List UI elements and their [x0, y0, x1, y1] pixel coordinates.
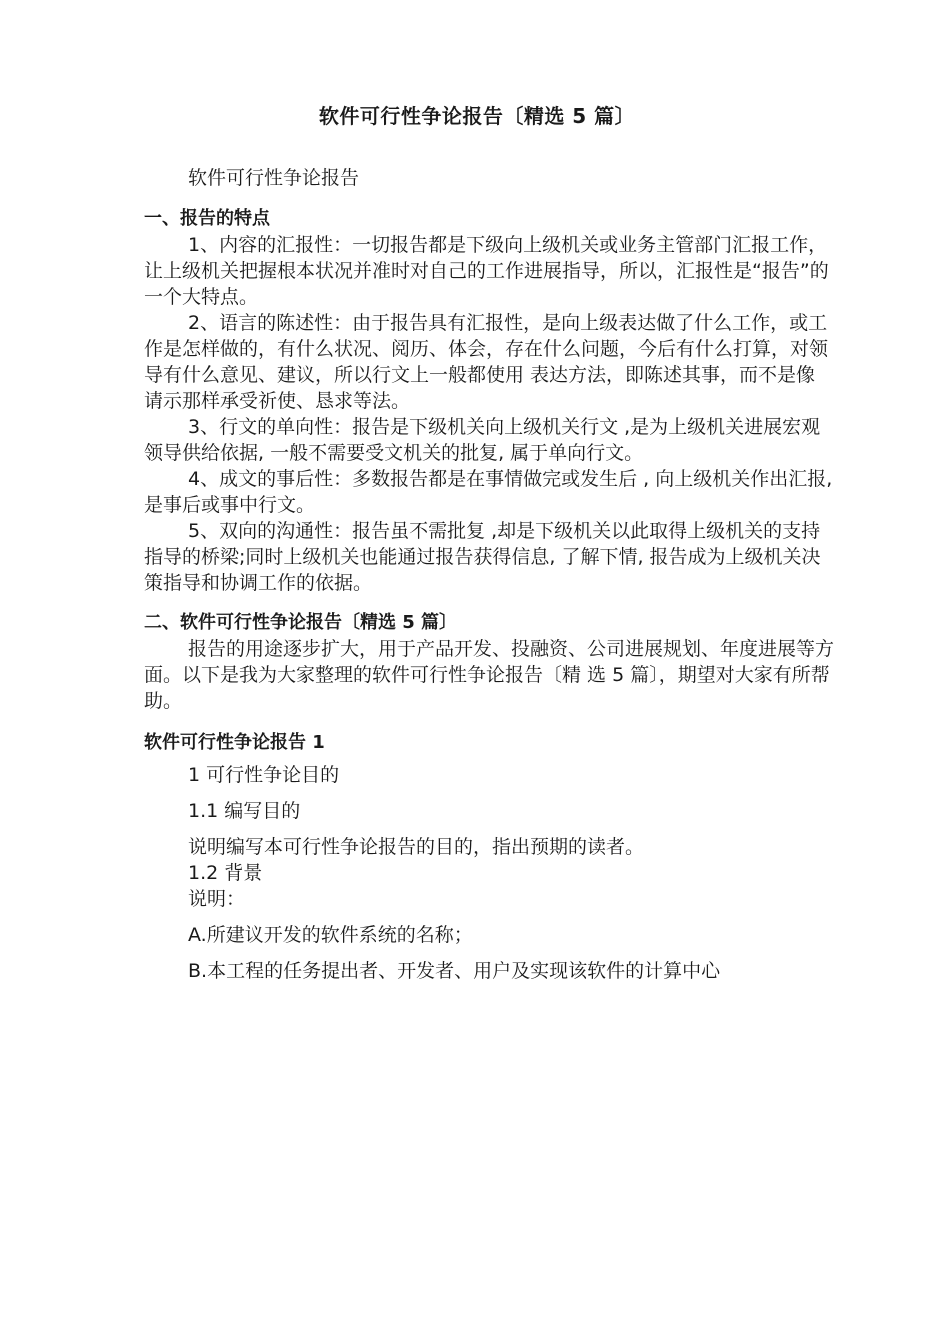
paragraph-feature-4: 4、成文的事后性：多数报告都是在事情做完或发生后 , 向上级机关作出汇报, 是事后或事中行文。	[144, 468, 833, 516]
report-1-heading: 软件可行性争论报告 1	[144, 732, 325, 753]
paragraph-intro: 报告的用途逐步扩大，用于产品开发、投融资、公司进展规划、年度进展等方面。以下是我为大家整理的软件可行性争论报告〔精 选 5 篇〕，期望对大家有所帮助。	[144, 638, 835, 712]
report-item-explain: 说明：	[188, 888, 246, 910]
report-item-b: B.本工程的任务提出者、开发者、用户及实现该软件的计算中心	[188, 960, 721, 982]
paragraph-feature-2: 2、语言的陈述性：由于报告具有汇报性，是向上级表达做了什么工作，或工作是怎样做的，有什么状况、阅历、体会，存在什么问题，今后有什么打算，对领导有什么意见、建议，所以行文上一般都使用 表达方法，即陈述其事，而不是像请示那样承受祈使、恳求等法。	[144, 312, 829, 412]
paragraph-feature-5: 5、双向的沟通性：报告虽不需批复 ,却是下级机关以此取得上级机关的支持 指导的桥梁;同时上级机关也能通过报告获得信息, 了解下情, 报告成为上级机关决策指导和协调工作的依据。	[144, 520, 821, 594]
document-title: 软件可行性争论报告〔精选 5 篇〕	[318, 104, 636, 128]
report-item-background: 1.2 背景	[188, 862, 263, 884]
report-item-a: A.所建议开发的软件系统的名称；	[188, 924, 473, 946]
paragraph-feature-3: 3、行文的单向性：报告是下级机关向上级机关行文 ,是为上级机关进展宏观领导供给依据, 一般不需要受文机关的批复, 属于单向行文。	[144, 416, 821, 464]
report-item-description: 说明编写本可行性争论报告的目的，指出预期的读者。	[188, 836, 645, 858]
section-heading-features: 一、报告的特点	[144, 208, 270, 229]
report-item-writing-purpose: 1.1 编写目的	[188, 800, 301, 822]
report-item-purpose: 1 可行性争论目的	[188, 764, 340, 786]
paragraph-feature-1: 1、内容的汇报性：一切报告都是下级向上级机关或业务主管部门汇报工作，让上级机关把握根本状况并准时对自己的工作进展指导，所以，汇报性是“报告”的一个大特点。	[144, 234, 829, 308]
section-heading-reports: 二、软件可行性争论报告〔精选 5 篇〕	[144, 612, 458, 633]
document-subtitle: 软件可行性争论报告	[188, 167, 360, 189]
